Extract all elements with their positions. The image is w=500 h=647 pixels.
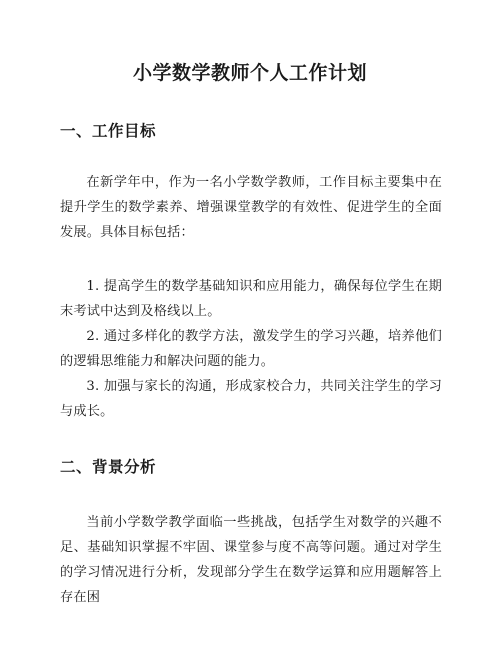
section-heading-goals: 一、工作目标 xyxy=(60,122,157,140)
section-heading-background: 二、背景分析 xyxy=(60,458,157,476)
document-title: 小学数学教师个人工作计划 xyxy=(132,62,367,84)
list-item: 1. 提高学生的数学基础知识和应用能力，确保每位学生在期末考试中达到及格线以上。 xyxy=(60,279,442,319)
list-item: 3. 加强与家长的沟通，形成家校合力，共同关注学生的学习与成长。 xyxy=(60,379,442,419)
goals-intro-paragraph: 在新学年中，作为一名小学数学教师，工作目标主要集中在提升学生的数学素养、增强课堂教学的有效性、促进学生的全面发展。具体目标包括： xyxy=(60,175,442,240)
goals-list xyxy=(60,274,442,424)
background-paragraph: 当前小学数学教学面临一些挑战，包括学生对数学的兴趣不足、基础知识掌握不牢固、课堂参与度不高等问题。通过对学生的学习情况进行分析，发现部分学生在数学运算和应用题解答上存在困 xyxy=(60,515,442,605)
list-item: 2. 通过多样化的教学方法，激发学生的学习兴趣，培养他们的逻辑思维能力和解决问题的能力。 xyxy=(60,329,442,369)
